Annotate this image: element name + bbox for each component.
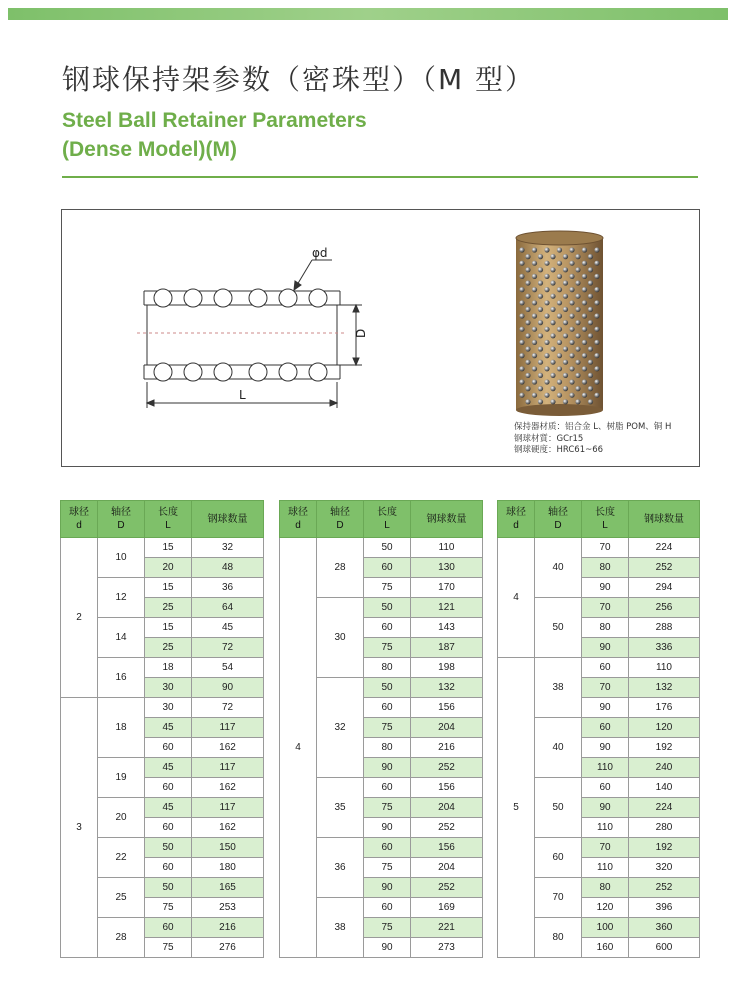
title-divider [62, 176, 698, 178]
shaft-diameter-cell: 25 [98, 878, 145, 918]
header-label-symbol: L [165, 520, 171, 531]
ball-count-cell: 130 [411, 558, 483, 578]
ball-count-cell: 192 [629, 838, 700, 858]
length-cell: 60 [145, 738, 192, 758]
length-cell: 120 [582, 898, 629, 918]
ball-count-cell: 256 [629, 598, 700, 618]
ball-count-cell: 204 [411, 718, 483, 738]
ball-count-cell: 187 [411, 638, 483, 658]
ball-diameter-cell: 2 [61, 538, 98, 698]
ball-count-cell: 110 [411, 538, 483, 558]
shaft-diameter-cell: 38 [317, 898, 364, 958]
column-header [317, 501, 364, 538]
length-cell: 75 [145, 898, 192, 918]
shaft-diameter-cell: 40 [535, 538, 582, 598]
length-cell: 15 [145, 618, 192, 638]
ball-count-cell: 276 [192, 938, 264, 958]
table-row [280, 538, 483, 558]
length-cell: 60 [364, 778, 411, 798]
ball-count-cell: 117 [192, 798, 264, 818]
length-cell: 80 [582, 618, 629, 638]
shaft-diameter-cell: 32 [317, 678, 364, 778]
ball-count-cell: 294 [629, 578, 700, 598]
column-header [280, 501, 317, 538]
ball-count-cell: 252 [629, 558, 700, 578]
length-cell: 70 [582, 838, 629, 858]
header-label-symbol: L [602, 520, 608, 531]
length-cell: 90 [582, 698, 629, 718]
shaft-diameter-cell: 10 [98, 538, 145, 578]
shaft-diameter-cell: 40 [535, 718, 582, 778]
ball-diameter-cell: 4 [280, 538, 317, 958]
caption-line-hardness: 钢球硬度：HRC61~66 [514, 445, 604, 455]
length-cell: 110 [582, 858, 629, 878]
ball-count-cell: 72 [192, 698, 264, 718]
length-cell: 50 [364, 678, 411, 698]
ball-count-cell: 132 [411, 678, 483, 698]
length-cell: 90 [364, 818, 411, 838]
length-cell: 45 [145, 798, 192, 818]
ball-count-cell: 165 [192, 878, 264, 898]
length-cell: 90 [364, 878, 411, 898]
ball-count-cell: 204 [411, 798, 483, 818]
length-cell: 75 [364, 798, 411, 818]
length-cell: 45 [145, 758, 192, 778]
column-header [535, 501, 582, 538]
length-cell: 90 [364, 758, 411, 778]
ball-count-cell: 143 [411, 618, 483, 638]
ball-count-cell: 36 [192, 578, 264, 598]
length-cell: 15 [145, 538, 192, 558]
length-cell: 50 [364, 538, 411, 558]
parameter-table-2 [279, 500, 483, 958]
phi-d-label: φd [312, 246, 328, 260]
shaft-diameter-cell: 35 [317, 778, 364, 838]
length-cell: 75 [364, 638, 411, 658]
ball-count-cell: 64 [192, 598, 264, 618]
table-row [498, 538, 700, 558]
length-cell: 90 [582, 798, 629, 818]
ball-count-cell: 140 [629, 778, 700, 798]
length-cell: 60 [582, 778, 629, 798]
length-cell: 110 [582, 758, 629, 778]
header-label-cn: 长度 [595, 507, 615, 518]
length-cell: 90 [582, 738, 629, 758]
column-header: 钢球数量 [629, 501, 700, 538]
length-cell: 45 [145, 718, 192, 738]
length-cell: 75 [364, 858, 411, 878]
caption-line-material: 保持器材质：铝合金 L、树脂 POM、铜 H [514, 422, 672, 432]
shaft-diameter-cell: 22 [98, 838, 145, 878]
ball-count-cell: 288 [629, 618, 700, 638]
ball-count-cell: 224 [629, 798, 700, 818]
length-cell: 60 [145, 778, 192, 798]
ball-count-cell: 170 [411, 578, 483, 598]
length-cell: 160 [582, 938, 629, 958]
ball-count-cell: 320 [629, 858, 700, 878]
ball-count-cell: 162 [192, 778, 264, 798]
top-color-bar [8, 8, 728, 20]
ball-count-cell: 162 [192, 818, 264, 838]
column-header [145, 501, 192, 538]
ball-count-cell: 32 [192, 538, 264, 558]
length-cell: 50 [145, 838, 192, 858]
ball-count-cell: 54 [192, 658, 264, 678]
ball-count-cell: 360 [629, 918, 700, 938]
length-cell: 70 [582, 678, 629, 698]
column-header [498, 501, 535, 538]
ball-count-cell: 176 [629, 698, 700, 718]
length-cell: 15 [145, 578, 192, 598]
ball-count-cell: 180 [192, 858, 264, 878]
ball-count-cell: 117 [192, 758, 264, 778]
material-caption [514, 422, 671, 457]
ball-count-cell: 216 [192, 918, 264, 938]
shaft-diameter-cell: 14 [98, 618, 145, 658]
header-label-symbol: d [295, 520, 301, 531]
table-row [498, 658, 700, 678]
length-cell: 60 [364, 898, 411, 918]
ball-count-cell: 156 [411, 838, 483, 858]
length-cell: 80 [364, 738, 411, 758]
length-cell: 60 [145, 818, 192, 838]
length-cell: 100 [582, 918, 629, 938]
length-cell: 90 [364, 938, 411, 958]
ball-count-cell: 72 [192, 638, 264, 658]
shaft-diameter-cell: 30 [317, 598, 364, 678]
parameter-table-1 [60, 500, 264, 958]
length-cell: 60 [582, 658, 629, 678]
header-label-symbol: D [117, 520, 125, 531]
shaft-diameter-cell: 50 [535, 598, 582, 658]
ball-count-cell: 252 [411, 818, 483, 838]
header-label-cn: 球径 [506, 507, 526, 518]
ball-diameter-cell: 3 [61, 698, 98, 958]
length-cell: 90 [582, 578, 629, 598]
header-label-cn: 轴径 [111, 507, 131, 518]
column-header [582, 501, 629, 538]
length-cell: 30 [145, 698, 192, 718]
page-title-chinese: 钢球保持架参数（密珠型）（M 型） [62, 63, 536, 96]
length-cell: 25 [145, 638, 192, 658]
header-label-cn: 轴径 [548, 507, 568, 518]
length-cell: 75 [364, 918, 411, 938]
header-label-symbol: L [384, 520, 390, 531]
ball-count-cell: 252 [629, 878, 700, 898]
shaft-diameter-cell: 28 [317, 538, 364, 598]
ball-count-cell: 120 [629, 718, 700, 738]
D-label: D [354, 328, 368, 338]
shaft-diameter-cell: 20 [98, 798, 145, 838]
shaft-diameter-cell: 50 [535, 778, 582, 838]
ball-count-cell: 121 [411, 598, 483, 618]
ball-count-cell: 252 [411, 878, 483, 898]
ball-count-cell: 600 [629, 938, 700, 958]
ball-count-cell: 110 [629, 658, 700, 678]
column-header: 钢球数量 [411, 501, 483, 538]
figure-panel [61, 209, 700, 467]
length-cell: 110 [582, 818, 629, 838]
shaft-diameter-cell: 16 [98, 658, 145, 698]
ball-count-cell: 198 [411, 658, 483, 678]
length-cell: 25 [145, 598, 192, 618]
length-cell: 80 [364, 658, 411, 678]
header-label-cn: 轴径 [330, 507, 350, 518]
parameter-table-3 [497, 500, 700, 958]
ball-count-cell: 240 [629, 758, 700, 778]
length-cell: 75 [364, 578, 411, 598]
header-label-symbol: D [336, 520, 344, 531]
ball-count-cell: 192 [629, 738, 700, 758]
table-row [61, 698, 264, 718]
shaft-diameter-cell: 80 [535, 918, 582, 958]
length-cell: 70 [582, 538, 629, 558]
length-cell: 30 [145, 678, 192, 698]
ball-count-cell: 273 [411, 938, 483, 958]
ball-count-cell: 252 [411, 758, 483, 778]
length-cell: 60 [364, 838, 411, 858]
length-cell: 90 [582, 638, 629, 658]
ball-count-cell: 162 [192, 738, 264, 758]
shaft-diameter-cell: 28 [98, 918, 145, 958]
length-cell: 60 [364, 558, 411, 578]
column-header [61, 501, 98, 538]
length-cell: 75 [364, 718, 411, 738]
header-label-cn: 长度 [158, 507, 178, 518]
retainer-diagram [62, 210, 482, 466]
ball-count-cell: 216 [411, 738, 483, 758]
header-label-cn: 球径 [288, 507, 308, 518]
length-cell: 80 [582, 558, 629, 578]
shaft-diameter-cell: 19 [98, 758, 145, 798]
table-row [61, 538, 264, 558]
length-cell: 75 [145, 938, 192, 958]
column-header [364, 501, 411, 538]
title-en-line-1: Steel Ball Retainer Parameters [62, 109, 367, 132]
length-cell: 70 [582, 598, 629, 618]
caption-line-ball-material: 钢球材質：GCr15 [514, 433, 584, 444]
ball-count-cell: 204 [411, 858, 483, 878]
shaft-diameter-cell: 18 [98, 698, 145, 758]
shaft-diameter-cell: 12 [98, 578, 145, 618]
shaft-diameter-cell: 38 [535, 658, 582, 718]
ball-diameter-cell: 5 [498, 658, 535, 958]
ball-count-cell: 253 [192, 898, 264, 918]
header-label-symbol: D [554, 520, 562, 531]
length-cell: 50 [364, 598, 411, 618]
retainer-photo [512, 230, 607, 418]
length-cell: 60 [145, 918, 192, 938]
header-label-symbol: d [513, 520, 519, 531]
length-cell: 50 [145, 878, 192, 898]
length-cell: 20 [145, 558, 192, 578]
ball-count-cell: 396 [629, 898, 700, 918]
shaft-diameter-cell: 70 [535, 878, 582, 918]
header-label-cn: 球径 [69, 507, 89, 518]
length-cell: 80 [582, 878, 629, 898]
ball-diameter-cell: 4 [498, 538, 535, 658]
L-label: L [239, 388, 246, 402]
length-cell: 18 [145, 658, 192, 678]
shaft-diameter-cell: 60 [535, 838, 582, 878]
shaft-diameter-cell: 36 [317, 838, 364, 898]
ball-count-cell: 224 [629, 538, 700, 558]
ball-count-cell: 169 [411, 898, 483, 918]
ball-count-cell: 48 [192, 558, 264, 578]
ball-count-cell: 280 [629, 818, 700, 838]
header-label-cn: 长度 [377, 507, 397, 518]
title-en-line-2: (Dense Model)(M) [62, 138, 237, 161]
length-cell: 60 [364, 698, 411, 718]
ball-count-cell: 221 [411, 918, 483, 938]
column-header [98, 501, 145, 538]
header-label-symbol: d [76, 520, 82, 531]
ball-count-cell: 90 [192, 678, 264, 698]
length-cell: 60 [145, 858, 192, 878]
ball-count-cell: 156 [411, 698, 483, 718]
ball-count-cell: 156 [411, 778, 483, 798]
ball-count-cell: 45 [192, 618, 264, 638]
column-header: 钢球数量 [192, 501, 264, 538]
ball-count-cell: 117 [192, 718, 264, 738]
page-title-english [62, 106, 367, 164]
length-cell: 60 [582, 718, 629, 738]
length-cell: 60 [364, 618, 411, 638]
ball-count-cell: 336 [629, 638, 700, 658]
ball-count-cell: 150 [192, 838, 264, 858]
ball-count-cell: 132 [629, 678, 700, 698]
